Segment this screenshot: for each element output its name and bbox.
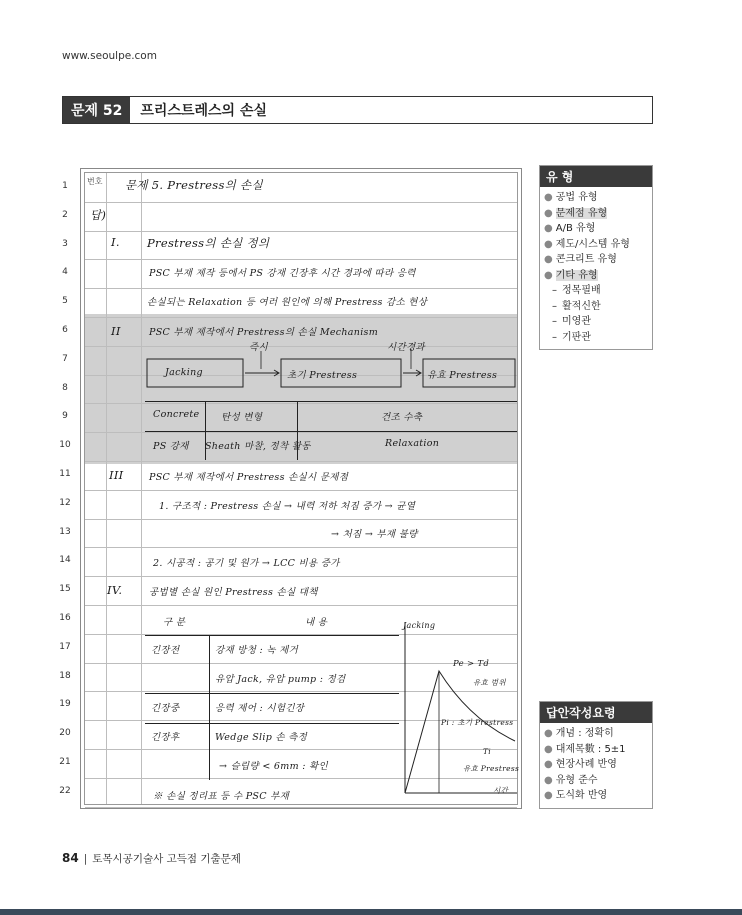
ruled-line [85, 317, 517, 318]
guide-item: ● 대제목數 : 5±1 [544, 743, 626, 755]
graph-label-1: Pe > Td [453, 659, 490, 669]
graph-label-4: Ti [483, 747, 492, 756]
ruled-line [85, 547, 517, 548]
page-number: 84 [62, 851, 79, 865]
loss-table [145, 401, 517, 460]
hw-line-4: PSC 부재 제작 등에서 PS 강재 긴장후 시간 경과에 따라 응력 [149, 268, 416, 279]
graph-label-2: 유효 범위 [473, 678, 506, 687]
line-number: 6 [62, 325, 68, 335]
graph-label-5: 유효 Prestress [463, 764, 520, 773]
guide-panel [539, 701, 653, 809]
hw-line-22: ※ 손실 정리표 등 수 PSC 부재 [153, 791, 290, 802]
line-number: 1 [62, 181, 68, 191]
line-number: 17 [59, 641, 71, 652]
ruled-line [85, 461, 517, 462]
type-panel [539, 165, 653, 350]
guide-item: ● 유형 준수 [544, 774, 598, 786]
loss-table-row-line [145, 431, 517, 432]
line-number: 20 [59, 728, 71, 739]
line-number: 21 [59, 757, 71, 767]
hw-line-5: 손실되는 Relaxation 등 여러 원인에 의해 Prestress 감소 현상 [147, 297, 428, 308]
ruled-line [85, 231, 517, 232]
measure-table-line [145, 723, 399, 724]
hw-line-14: 2. 시공적 : 공기 및 원가 → LCC 비용 증가 [153, 558, 340, 569]
line-number: 11 [59, 469, 71, 479]
graph-label-6: 시간 [493, 786, 509, 795]
line-number: 10 [59, 440, 71, 451]
hw-line-1: 문제 5. Prestress의 손실 [125, 178, 263, 192]
measure-table-divider [209, 635, 210, 780]
measure-r3-c1: 긴장중 [151, 703, 180, 714]
line-number: 8 [62, 382, 68, 393]
measure-r4-c1: 긴장후 [151, 732, 180, 743]
ruled-line [85, 807, 517, 808]
line-number: 3 [62, 238, 68, 249]
line-number: 5 [62, 296, 68, 307]
type-item: ● 공법 유형 [544, 192, 598, 203]
guide-item: ● 개념 : 정확히 [544, 728, 614, 739]
ruled-line [85, 490, 517, 491]
measure-header-1: 구 분 [163, 617, 186, 628]
loss-concrete: Concrete [153, 409, 200, 420]
hw-line-6: PSC 부재 제작에서 Prestress의 손실 Mechanism [149, 327, 379, 338]
diagram-arrow-1-label: 즉시 [249, 342, 268, 353]
hw-section-num: IV. [107, 583, 123, 597]
diagram-initial: 초기 Prestress [287, 370, 358, 381]
guide-item: ● 도식화 반영 [544, 790, 608, 801]
line-number: 12 [59, 497, 71, 508]
measure-table-line [145, 693, 399, 694]
answer-sheet [80, 168, 522, 809]
line-number: 22 [59, 785, 71, 796]
hw-section-num: I. [111, 235, 120, 249]
column-divider [106, 173, 107, 804]
loss-ps-steel-1: Sheath 마찰, 정착 활동 [205, 441, 311, 452]
ruled-line [85, 605, 517, 606]
type-item: ● 문제점 유형 [544, 207, 608, 219]
hw-line-2: 답) [90, 208, 107, 222]
hw-line-13: → 처짐 → 부재 불량 [331, 529, 418, 540]
line-number: 2 [62, 209, 68, 220]
graph-jacking: Jacking [403, 621, 436, 630]
ruled-line [85, 288, 517, 289]
question-title: 프리스트레스의 손실 [140, 103, 267, 119]
measure-r3-c2: 응력 제어 : 시험긴장 [215, 703, 305, 714]
site-url: www.seoulpe.com [62, 50, 157, 62]
type-sub-item: – 정목필배 [552, 285, 601, 296]
ruled-line [85, 202, 517, 203]
number-header: 번호 [87, 177, 103, 186]
measure-r1-c2: 강재 방청 : 녹 제거 [215, 645, 299, 656]
diagram-arrow-2-label: 시간경과 [387, 342, 425, 353]
type-item: ● A/B 유형 [544, 223, 596, 234]
hw-line-12: 1. 구조적 : Prestress 손실 → 내력 저하 처짐 증가 → 균열 [159, 501, 416, 512]
hw-line-11: PSC 부재 제작에서 Prestress 손실시 문제점 [149, 472, 349, 483]
question-number: 문제 52 [63, 97, 130, 123]
loss-concrete-1: 탄성 변형 [221, 412, 263, 423]
type-panel-heading: 유 형 [540, 166, 652, 187]
type-item: ● 콘크리트 유형 [544, 254, 617, 265]
type-sub-item: – 기판관 [552, 331, 591, 343]
loss-ps-steel: PS 강재 [153, 441, 189, 452]
measure-r1-c1: 긴장전 [151, 645, 180, 656]
measure-r4-c2: Wedge Slip 손 측정 [215, 732, 308, 743]
measure-table-line [145, 635, 399, 636]
line-number: 7 [62, 353, 68, 364]
loss-ps-steel-2: Relaxation [385, 438, 440, 449]
hw-line-3: Prestress의 손실 정의 [147, 236, 270, 250]
type-list [540, 187, 652, 349]
measure-header-2: 내 용 [305, 617, 328, 628]
line-number: 9 [62, 411, 68, 422]
page-footer: 84 | 토목시공기술사 고득점 기출문제 [62, 851, 241, 865]
hw-section-num: III [109, 468, 124, 482]
guide-list [540, 723, 652, 808]
line-number: 19 [59, 699, 71, 710]
loss-concrete-2: 건조 수축 [381, 412, 423, 423]
type-sub-item: – 미영관 [552, 316, 591, 327]
column-divider [141, 173, 142, 804]
measure-r2-c2: 유압 Jack, 유압 pump : 정검 [215, 674, 346, 685]
hw-section-num: II [111, 324, 121, 338]
type-item: ● 기타 유형 [544, 269, 598, 281]
type-sub-item: – 활적신한 [552, 300, 601, 312]
question-title-bar [62, 96, 653, 124]
graph-label-3: Pi : 초기 Prestress [441, 718, 514, 727]
diagram-jacking: Jacking [165, 367, 203, 378]
line-number: 16 [59, 613, 71, 623]
line-number: 15 [59, 584, 71, 595]
measure-r5-c2: → 슬립량 < 6mm : 확인 [219, 761, 328, 772]
guide-item: ● 현장사례 반영 [544, 759, 617, 770]
line-number: 14 [59, 555, 71, 566]
line-number: 18 [59, 670, 71, 681]
ruled-line [85, 259, 517, 260]
line-number: 4 [62, 267, 68, 278]
diagram-effective: 유효 Prestress [427, 370, 498, 381]
ruled-line [85, 576, 517, 577]
line-number: 13 [59, 526, 71, 537]
guide-panel-heading: 답안작성요령 [540, 702, 652, 723]
graph-curve [405, 671, 515, 793]
type-item: ● 제도/시스템 유형 [544, 238, 630, 250]
book-title: 토목시공기술사 고득점 기출문제 [92, 853, 241, 865]
bottom-bar [0, 909, 742, 915]
ruled-line [85, 519, 517, 520]
hw-line-15: 공법별 손실 원인 Prestress 손실 대책 [149, 587, 318, 598]
